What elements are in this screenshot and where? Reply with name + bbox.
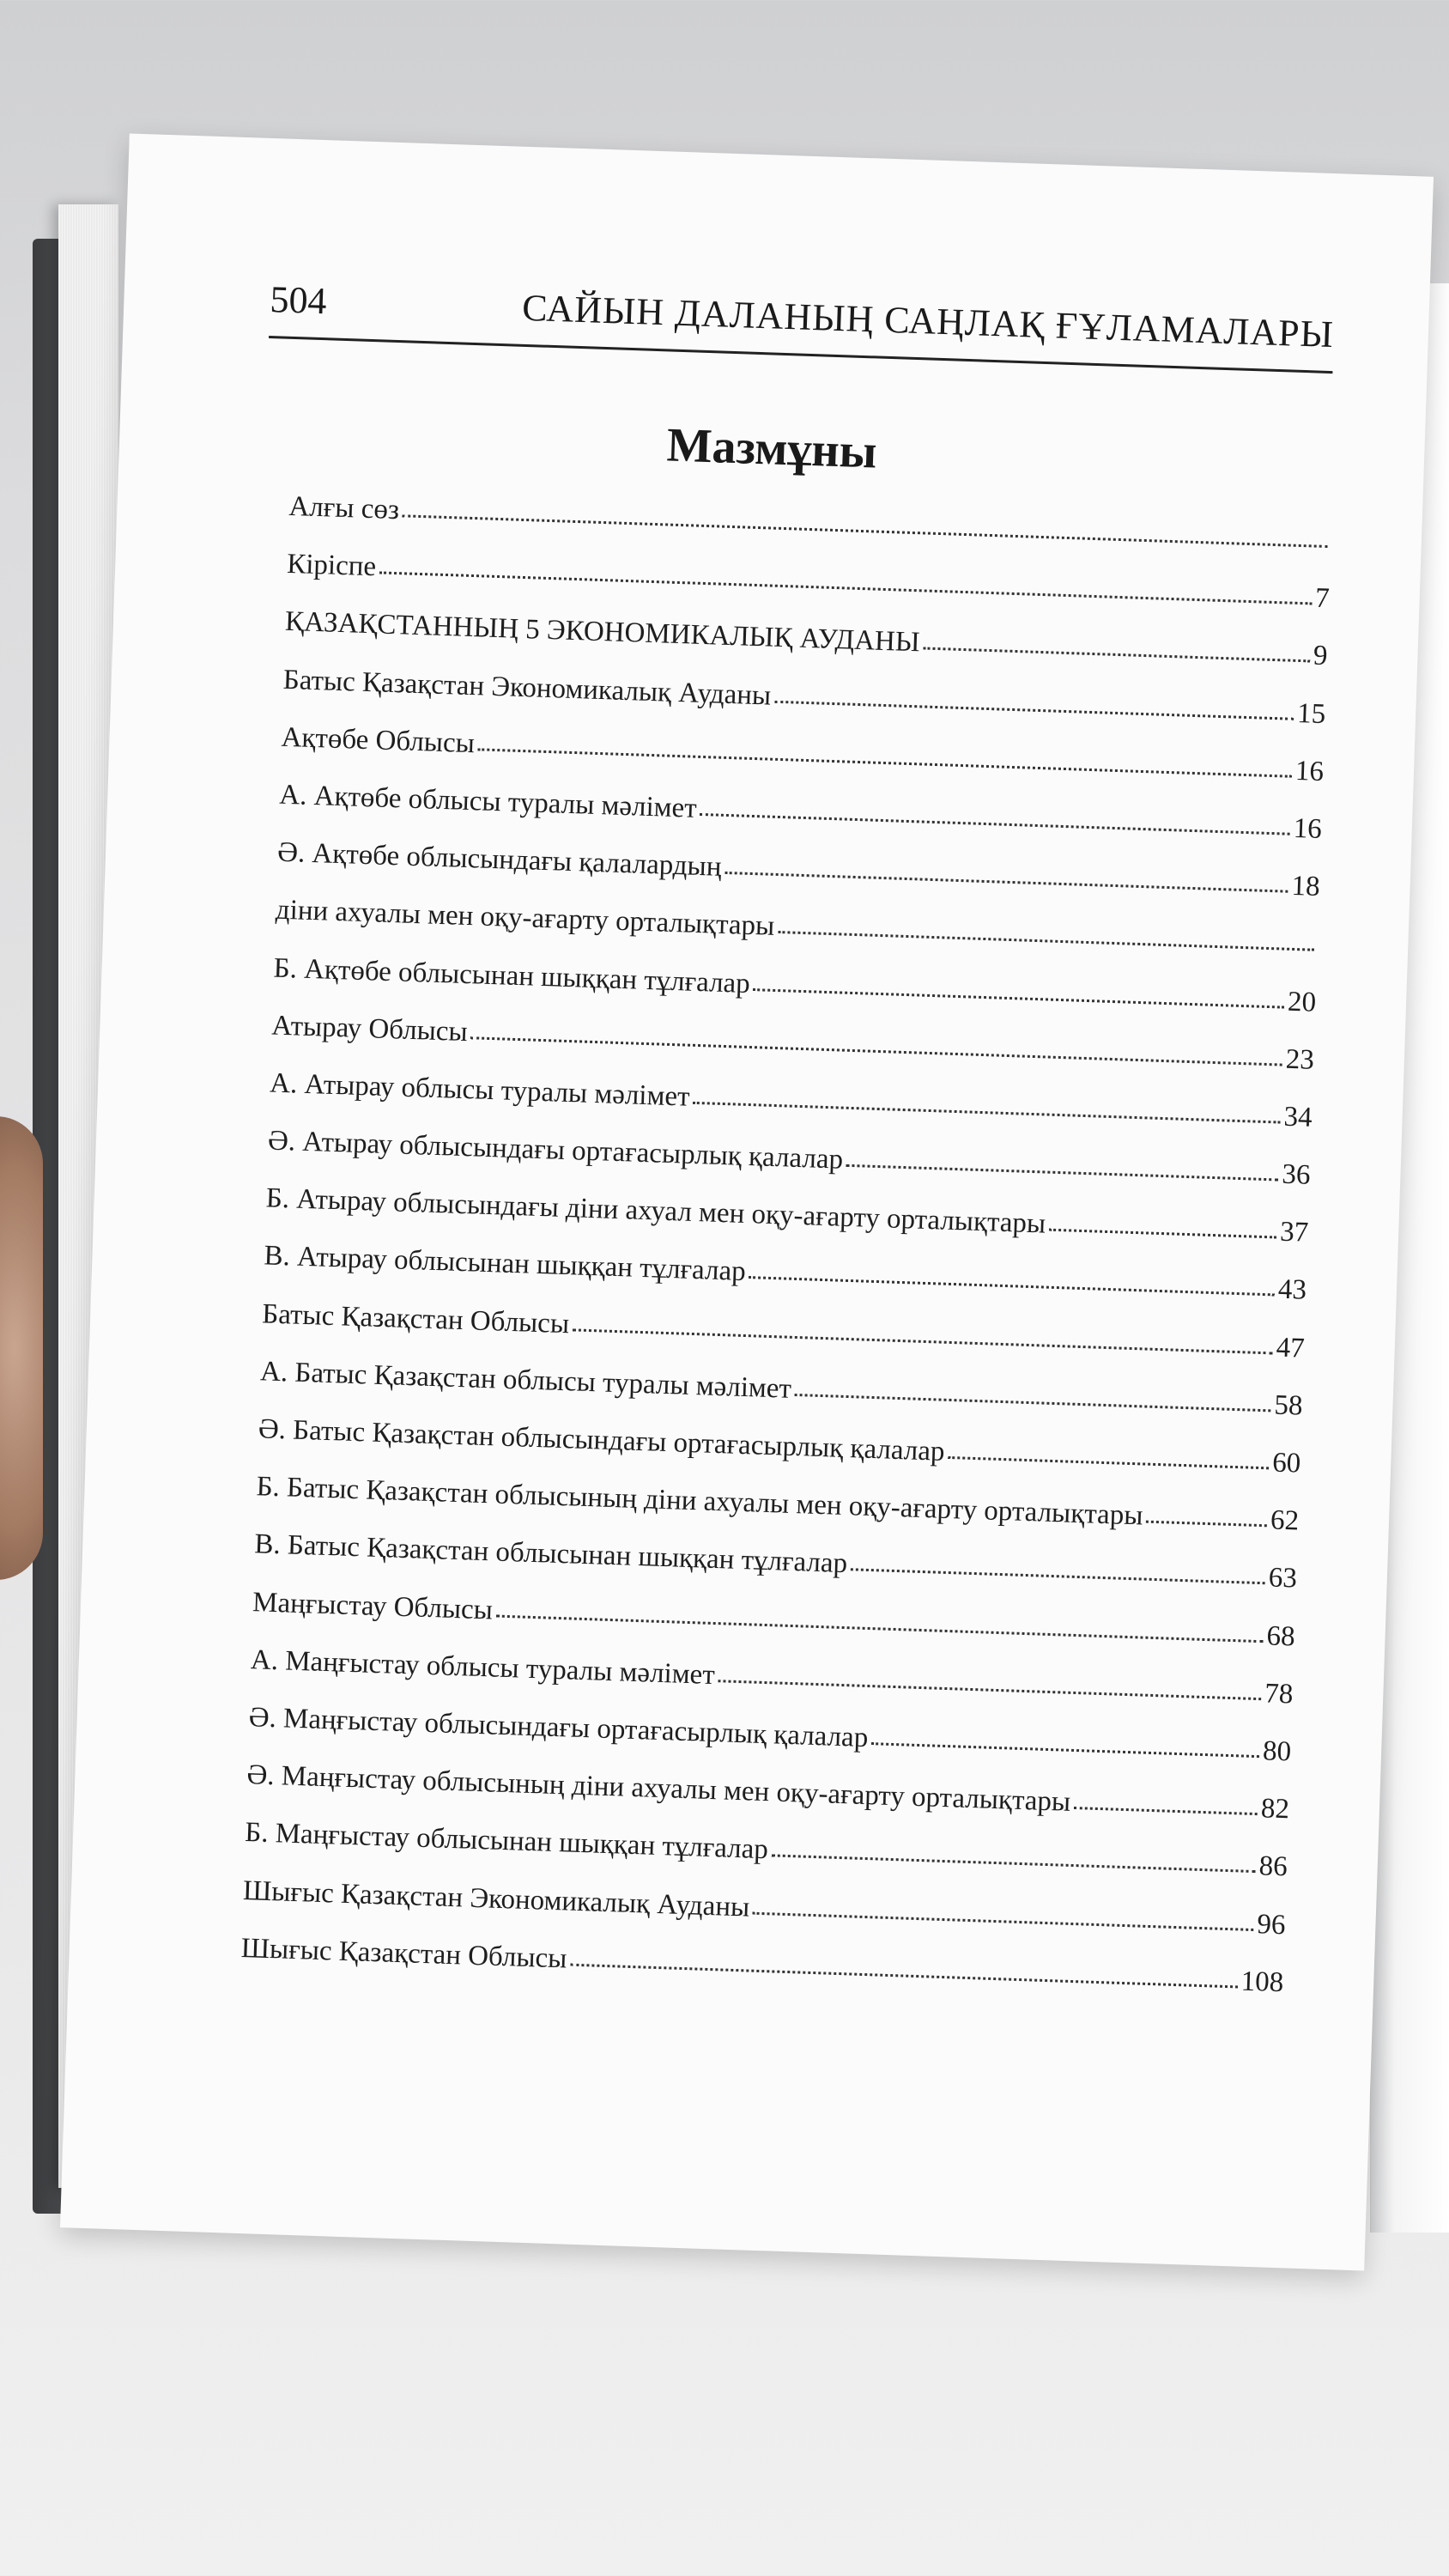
toc-title: Мазмұны: [665, 418, 878, 479]
toc-entry-page: 58: [1273, 1389, 1304, 1422]
toc-leader-dots: [470, 1036, 1282, 1066]
toc-entry-label: Батыс Қазақстан Облысы: [261, 1297, 570, 1340]
toc-entry-page: 96: [1256, 1908, 1287, 1941]
toc-leader-dots: [774, 699, 1294, 720]
toc-leader-dots: [778, 930, 1314, 951]
toc-leader-dots: [795, 1393, 1271, 1412]
toc-entry-label: Б. Атырау облысындағы діни ахуал мен оқу-ағарту орталықтары: [265, 1182, 1046, 1240]
toc-entry-label: Атырау Облысы: [270, 1010, 469, 1048]
toc-entry-page: 82: [1260, 1793, 1290, 1826]
toc-leader-dots: [948, 1455, 1269, 1469]
toc-entry-page: 60: [1271, 1447, 1301, 1479]
toc-leader-dots: [570, 1962, 1237, 1988]
toc-entry-page: 47: [1276, 1332, 1306, 1364]
toc-leader-dots: [1049, 1228, 1276, 1239]
toc-leader-dots: [724, 871, 1288, 893]
toc-entry-label: В. Атырау облысынан шыққан тұлғалар: [264, 1240, 747, 1288]
toc-entry-label: А. Атырау облысы туралы мәлімет: [269, 1067, 691, 1113]
toc-entry-label: Батыс Қазақстан Экономикалық Ауданы: [282, 664, 772, 712]
toc-entry-label: Ақтөбе Облысы: [281, 721, 476, 759]
toc-entry-page: 20: [1287, 986, 1317, 1018]
toc-entry-label: Б. Батыс Қазақстан облысының діни ахуалы мен оқу-ағарту орталықтары: [256, 1471, 1144, 1532]
toc-entry-page: 37: [1279, 1216, 1309, 1249]
toc-leader-dots: [753, 1911, 1253, 1930]
toc-entry-page: 68: [1265, 1619, 1296, 1653]
toc-leader-dots: [923, 647, 1310, 663]
toc-leader-dots: [700, 812, 1289, 835]
toc-entry-label: Шығыс Қазақстан Экономикалық Ауданы: [242, 1874, 750, 1923]
toc-entry-page: 23: [1285, 1043, 1315, 1076]
toc-entry-label: А. Батыс Қазақстан облысы туралы мәлімет: [259, 1356, 792, 1405]
toc-leader-dots: [1074, 1806, 1258, 1815]
toc-entry-page: 62: [1270, 1504, 1300, 1537]
book-title: САЙЫН ДАЛАНЫҢ САҢЛАҚ ҒҰЛАМАЛАРЫ: [521, 286, 1335, 356]
toc-entry-label: В. Батыс Қазақстан облысынан шыққан тұлғалар: [253, 1528, 848, 1580]
toc-leader-dots: [753, 987, 1283, 1009]
toc-entry-page: 7: [1314, 582, 1331, 615]
toc-entry-label: Кіріспе: [286, 549, 377, 583]
toc-leader-dots: [772, 1854, 1256, 1874]
toc-entry-label: А. Ақтөбе облысы туралы мәлімет: [278, 779, 698, 824]
toc-leader-dots: [749, 1276, 1274, 1297]
toc-entry-page: 18: [1290, 870, 1321, 903]
table-of-contents: [239, 491, 1331, 2025]
toc-entry-page: 16: [1293, 812, 1323, 845]
toc-entry-page: 80: [1262, 1735, 1292, 1768]
toc-entry-page: 43: [1277, 1274, 1307, 1307]
toc-entry-page: 63: [1268, 1562, 1298, 1595]
toc-leader-dots: [851, 1568, 1265, 1585]
toc-entry-label: Ә. Атырау облысындағы ортағасырлық қалалар: [267, 1125, 844, 1176]
toc-leader-dots: [403, 513, 1328, 548]
toc-entry-label: діни ахуалы мен оқу-ағарту орталықтары: [275, 894, 775, 943]
toc-leader-dots: [693, 1101, 1280, 1124]
toc-entry-page: 16: [1294, 755, 1325, 787]
toc-entry-page: 86: [1258, 1850, 1288, 1883]
toc-leader-dots: [496, 1613, 1264, 1643]
toc-leader-dots: [478, 747, 1292, 777]
toc-entry-page: 78: [1264, 1678, 1294, 1710]
toc-entry-label: Б. Маңғыстау облысынан шыққан тұлғалар: [244, 1817, 769, 1866]
toc-leader-dots: [718, 1679, 1261, 1700]
toc-leader-dots: [573, 1327, 1273, 1354]
toc-entry-label: А. Маңғыстау облысы туралы мәлімет: [250, 1643, 716, 1691]
toc-entry-label: Ә. Ақтөбе облысындағы қалалардың: [276, 836, 723, 883]
book-page: [60, 133, 1434, 2270]
toc-entry-page: 36: [1281, 1158, 1311, 1191]
running-header: [269, 267, 1335, 374]
toc-entry-label: Маңғыстау Облысы: [252, 1586, 494, 1625]
toc-leader-dots: [871, 1741, 1259, 1758]
toc-entry-label: Ә. Маңғыстау облысындағы ортағасырлық қалалар: [248, 1702, 869, 1753]
toc-entry-label: Б. Ақтөбе облысынан шыққан тұлғалар: [273, 952, 751, 999]
page-number: 504: [269, 278, 328, 323]
toc-entry-label: Ә. Маңғыстау облысының діни ахуалы мен оқу-ағарту орталықтары: [246, 1759, 1071, 1819]
toc-entry-page: 34: [1283, 1101, 1313, 1133]
toc-leader-dots: [1146, 1520, 1267, 1528]
toc-entry-label: Шығыс Қазақстан Облысы: [240, 1932, 567, 1975]
toc-entry-label: Ә. Батыс Қазақстан облысындағы ортағасырлық қалалар: [258, 1413, 946, 1467]
toc-leader-dots: [846, 1163, 1279, 1182]
toc-entry-page: 9: [1313, 640, 1329, 672]
toc-entry-label: ҚАЗАҚСТАННЫҢ 5 ЭКОНОМИКАЛЫҚ АУДАНЫ: [284, 606, 921, 659]
toc-entry-label: Алғы сөз: [288, 490, 400, 526]
toc-entry-page: 108: [1240, 1965, 1284, 1998]
toc-entry-page: 15: [1296, 697, 1326, 730]
holding-finger: [0, 1116, 43, 1580]
